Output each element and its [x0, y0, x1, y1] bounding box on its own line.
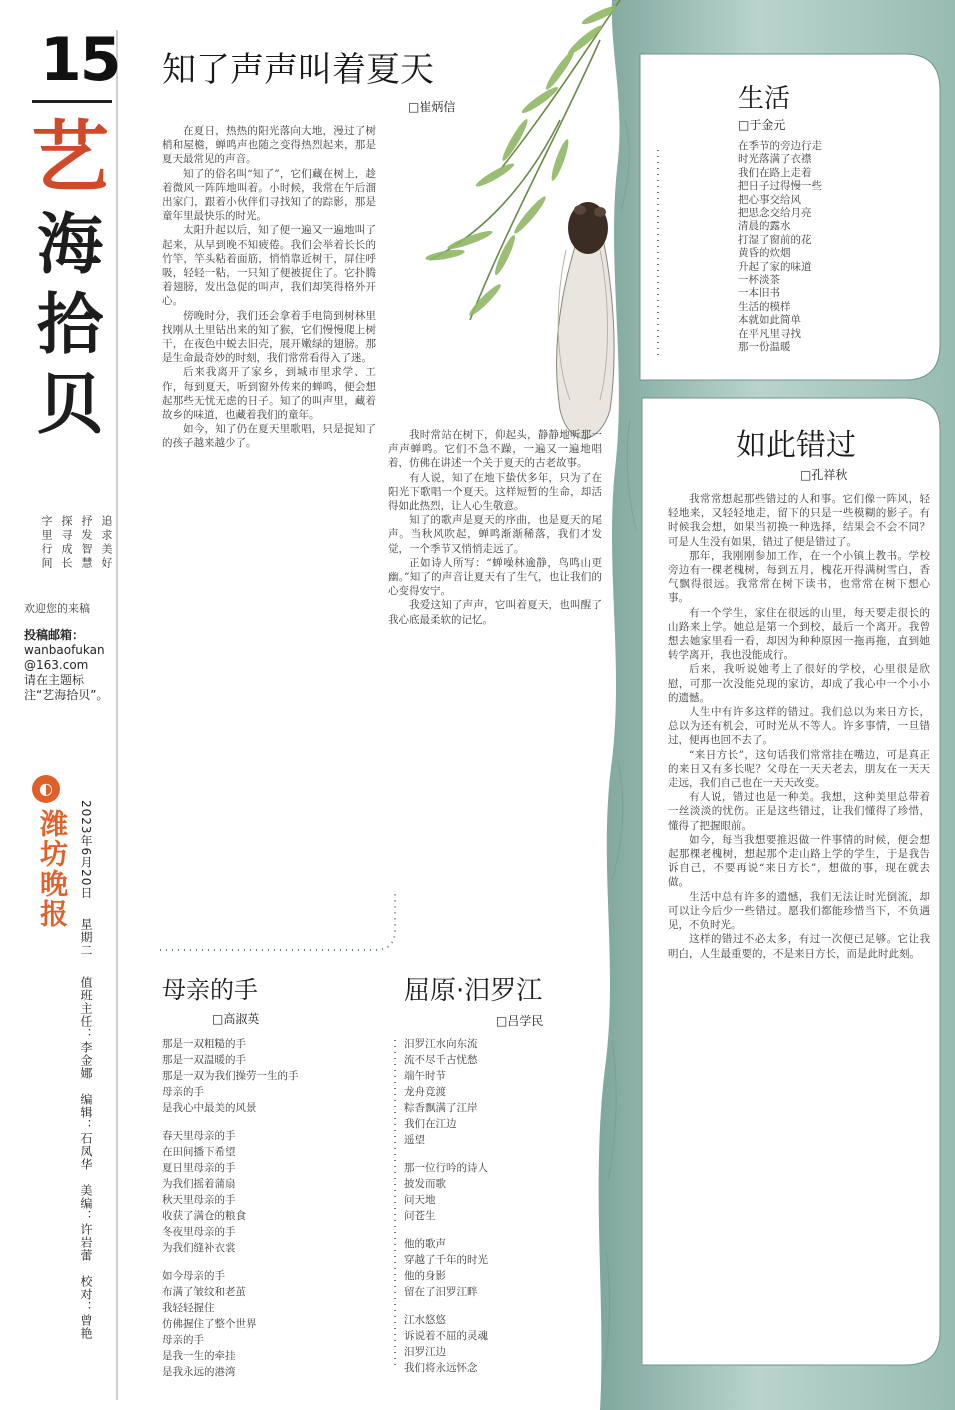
poem-line: 把思念交给月亮	[738, 207, 812, 220]
paragraph: 如今，知了仍在夏天里歌唱，只是捉知了的孩子越来越少了。	[162, 423, 376, 450]
poem-line: 冬夜里母亲的手	[162, 1226, 236, 1238]
paragraph: 知了的俗名叫“知了”，它们藏在树上，趁着微风一阵阵地叫着。小时候，我常在午后溜出家门，跟着小伙伴们寻找知了的踪影，那是童年里最快乐的时光。	[162, 167, 376, 223]
paper-name: 潍坊晚报	[36, 809, 69, 929]
stanza-gap	[404, 1148, 600, 1160]
poem-line: 披发而歌	[404, 1178, 446, 1190]
poem-line: 是我心中最美的风景	[162, 1102, 257, 1114]
poem-line: 是我一生的牵挂	[162, 1350, 236, 1362]
poem-byline-mother: □高淑英	[212, 1012, 260, 1026]
poem-line: 诉说着不屈的灵魂	[404, 1330, 488, 1342]
paragraph: 后来我离开了家乡，到城市里求学、工作，每到夏天，听到窗外传来的蝉鸣，便会想起那些无忧无虑的日子。知了的叫声里，藏着故乡的味道，也藏着我们的童年。	[162, 366, 376, 422]
paragraph: 有人说，知了在地下蛰伏多年，只为了在阳光下歌唱一个夏天。这样短暂的生命，却活得如此热烈，让人心生敬意。	[388, 471, 602, 513]
paragraph: 在夏日，热热的阳光落向大地，漫过了树梢和屋檐，蝉鸣声也随之变得热烈起来，那是夏天最常见的声音。	[162, 125, 376, 166]
poem-line: 他的歌声	[404, 1238, 446, 1250]
paragraph: 有一个学生，家住在很远的山里，每天要走很长的山路来上学。她总是第一个到校，最后一个离开。我曾想去她家里看一看，却因为种种原因一拖再拖，直到她转学离开，我也没能成行。	[668, 606, 930, 662]
paragraph: 我常常想起那些错过的人和事。它们像一阵风，轻轻地来，又轻轻地走，留下的只是一些模糊的影子。有时候我会想，如果当初换一种选择，结果会不会不同？可是人生没有如果，错过了便是错过了。	[668, 493, 930, 548]
section-title-char-2: 海	[37, 205, 103, 283]
poem-line: 在季节的旁边行走	[738, 140, 822, 152]
poem-line: 本就如此简单	[738, 314, 801, 327]
stanza-gap	[162, 1116, 382, 1128]
paragraph: 我爱这知了声声，它叫着夏天，也叫醒了我心底最柔软的记忆。	[388, 599, 602, 626]
poem-line: 在平凡里寻找	[738, 327, 801, 340]
poem-body-mother	[162, 1036, 382, 1396]
poem-line: 黄昏的炊烟	[738, 247, 791, 260]
article-title-summer: 知了声声叫着夏天	[162, 50, 434, 90]
poem-line: 问苍生	[404, 1210, 436, 1222]
poem-line: 如今母亲的手	[162, 1270, 225, 1282]
paper-logo	[32, 775, 69, 929]
slogan: 追求美好	[100, 515, 113, 571]
poem-line: 龙舟竞渡	[404, 1086, 446, 1098]
poem-line: 那是一双温暖的手	[162, 1054, 246, 1066]
dateline	[78, 800, 95, 1354]
poem-line: 我轻轻握住	[162, 1302, 215, 1314]
poem-title-life: 生活	[738, 84, 791, 114]
poem-byline-quyuan: □吕学民	[496, 1014, 544, 1028]
poem-body-quyuan	[404, 1036, 600, 1396]
slogan: 抒发智慧	[80, 515, 93, 571]
paragraph: 生活中总有许多的遗憾，我们无法让时光倒流，却可以让今后少一些错过。愿我们都能珍惜当下，不负遇见，不负时光。	[668, 890, 930, 932]
poem-line: 端午时节	[404, 1070, 446, 1082]
poem-line: 母亲的手	[162, 1086, 204, 1098]
poem-title-quyuan: 屈原·汨罗江	[404, 976, 543, 1006]
paragraph: 人生中有许多这样的错过。我们总以为来日方长，总以为还有机会，可时光从不等人。许多事情，一旦错过，便再也回不去了。	[668, 706, 930, 747]
poem-line: 升起了家的味道	[738, 260, 812, 273]
article-byline-summer: □崔炳信	[408, 100, 456, 114]
poem-line: 收获了满仓的粮食	[162, 1210, 246, 1222]
paragraph: 那年，我刚刚参加工作，在一个小镇上教书。学校旁边有一棵老槐树，每到五月，槐花开得满树雪白，香气飘得很远。我常常在树下读书，也常常在树下想心事。	[668, 549, 930, 605]
poem-line: 他的身影	[404, 1270, 446, 1282]
stanza-gap	[404, 1300, 600, 1312]
paragraph: 太阳升起以后，知了便一遍又一遍地叫了起来，从早到晚不知疲倦。我们会举着长长的竹竿，竿头粘着面筋，悄悄靠近树干，屏住呼吸，轻轻一粘，一只知了便被捉住了。它扑腾着翅膀，发出急促的叫声，我们却笑得格外开心。	[162, 224, 376, 308]
poem-line: 仿佛握住了整个世界	[162, 1318, 257, 1330]
poem-line: 时光落满了衣襟	[738, 153, 812, 166]
poem-line: 生活的模样	[738, 300, 791, 313]
article-body-summer-col2	[388, 428, 602, 898]
section-title-char-3: 拾	[37, 285, 103, 363]
poem-line: 穿越了千年的时光	[404, 1254, 488, 1266]
poem-line: 为我们摇着蒲扇	[162, 1178, 236, 1190]
slogan: 探寻成长	[60, 515, 73, 571]
poem-line: 我们将永远怀念	[404, 1362, 478, 1374]
poem-line: 遥望	[404, 1134, 425, 1146]
contact-info	[24, 628, 114, 703]
article-body-summer-col1	[162, 124, 376, 899]
welcome-note: 欢迎您的来稿	[24, 602, 90, 615]
paragraph: 如今，每当我想要推迟做一件事情的时候，便会想起那棵老槐树，想起那个走山路上学的学生，于是我告诉自己，不要再说“来日方长”，想做的事，现在就去做。	[668, 833, 930, 889]
cicada-icon	[557, 202, 615, 438]
page-number: 15	[40, 25, 120, 95]
paragraph: “来日方长”，这句话我们常常挂在嘴边，可是真正的来日又有多长呢？父母在一天天老去，朋友在一天天走远，我们自己也在一天天改变。	[668, 748, 930, 790]
paragraph: 我时常站在树下，仰起头，静静地听那一声声蝉鸣。它们不急不躁，一遍又一遍地唱着，仿佛在讲述一个关于夏天的古老故事。	[388, 429, 602, 470]
poem-line: 汨罗江边	[404, 1346, 446, 1358]
paragraph: 傍晚时分，我们还会拿着手电筒到树林里找刚从土里钻出来的知了猴，它们慢慢爬上树干，在夜色中蜕去旧壳，展开嫩绿的翅膀。那是生命最奇妙的时刻，我们常常看得入了迷。	[162, 309, 376, 365]
poem-line: 问天地	[404, 1194, 436, 1206]
slogan: 字里行间	[40, 515, 53, 571]
poem-line: 是我永远的港湾	[162, 1366, 236, 1378]
page-number-rule	[32, 100, 112, 103]
paper-logo-icon: ◐	[32, 775, 60, 803]
poem-line: 为我们缝补衣裳	[162, 1242, 236, 1254]
poem-line: 那是一双粗糙的手	[162, 1038, 246, 1050]
contact-label: 投稿邮箱：	[24, 628, 85, 642]
section-title-char-1: 艺	[30, 112, 109, 203]
poem-line: 我们在路上走着	[738, 166, 812, 179]
poem-byline-life: □于金元	[738, 118, 786, 132]
poem-line: 一本旧书	[738, 287, 780, 300]
poem-line: 清晨的露水	[738, 220, 791, 233]
poem-line: 把日子过得慢一些	[738, 180, 822, 193]
poem-line: 那一位行吟的诗人	[404, 1162, 488, 1174]
poem-line: 汨罗江水向东流	[404, 1038, 478, 1050]
paragraph: 知了的歌声是夏天的序曲，也是夏天的尾声。当秋风吹起，蝉鸣渐渐稀落，我们才发觉，一个季节又悄悄走远了。	[388, 514, 602, 555]
article-body-missed	[668, 492, 930, 1350]
poem-line: 秋天里母亲的手	[162, 1194, 236, 1206]
poem-line: 那一份温暖	[738, 341, 791, 354]
paragraph: 有人说，错过也是一种美。我想，这种美里总带着一丝淡淡的忧伤。正是这些错过，让我们懂得了珍惜，懂得了把握眼前。	[668, 791, 930, 832]
poem-line: 一杯淡茶	[738, 274, 780, 287]
poem-line: 在田间播下希望	[162, 1146, 236, 1158]
poem-line: 打湿了窗前的花	[738, 233, 812, 246]
article-title-missed: 如此错过	[736, 428, 856, 463]
poem-line: 夏日里母亲的手	[162, 1162, 236, 1174]
article-byline-missed: □孔祥秋	[800, 468, 848, 482]
poem-line: 留在了汨罗江畔	[404, 1286, 478, 1298]
contact-email[interactable]: wanbaofukan@163.com	[24, 643, 105, 672]
paragraph: 这样的错过不必太多，有过一次便已足够。它让我明白，人生最重要的，不是来日方长，而是此时此刻。	[668, 933, 930, 960]
poem-line: 把心事交给风	[738, 193, 801, 206]
poem-title-mother: 母亲的手	[162, 976, 258, 1004]
paragraph: 正如诗人所写：“蝉噪林逾静，鸟鸣山更幽。”知了的声音让夏天有了生气，也让我们的心变得安宁。	[388, 556, 602, 598]
poem-line: 江水悠悠	[404, 1314, 446, 1326]
paragraph: 后来，我听说她考上了很好的学校，心里很是欣慰，可那一次没能兑现的家访，却成了我心中一个小小的遗憾。	[668, 663, 930, 704]
contact-note: 请在主题标注“艺海拾贝”。	[24, 673, 109, 702]
poem-line: 那是一双为我们操劳一生的手	[162, 1070, 299, 1082]
poem-line: 春天里母亲的手	[162, 1130, 236, 1142]
section-title	[22, 112, 118, 444]
poem-line: 我们在江边	[404, 1118, 457, 1130]
poem-line: 粽香飘满了江岸	[404, 1102, 478, 1114]
poem-body-life	[738, 140, 928, 370]
poem-line: 母亲的手	[162, 1334, 204, 1346]
poem-line: 流不尽千古忧愁	[404, 1054, 478, 1066]
stanza-gap	[404, 1224, 600, 1236]
issue-date: 2023年6月20日	[79, 800, 93, 900]
issue-weekday: 星期二	[79, 918, 93, 958]
section-slogans	[38, 515, 114, 585]
staff-credits: 值班主任：李金娜 编辑：石凤华 美编：许岩蕾 校对：曾艳	[79, 976, 93, 1341]
poem-line: 布满了皱纹和老茧	[162, 1286, 246, 1298]
section-title-char-4: 贝	[37, 365, 103, 443]
stanza-gap	[162, 1256, 382, 1268]
